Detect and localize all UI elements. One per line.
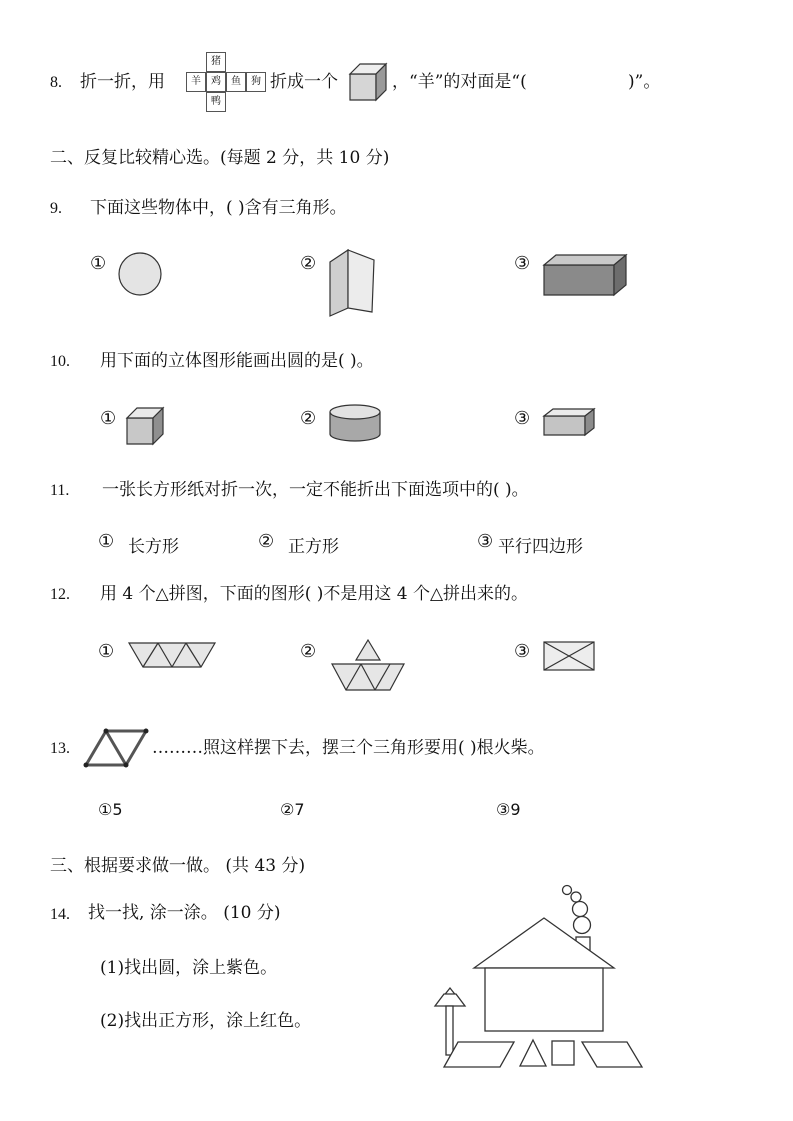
matchstick-triangles-icon [82, 727, 152, 769]
q12-option-1: ① [98, 641, 115, 662]
smoke-circle-1 [563, 886, 572, 895]
q11-option-1: ① [98, 531, 115, 552]
net-cell-right1: 鱼 [226, 72, 246, 92]
net-cell-center: 鸡 [206, 72, 226, 92]
q9-option-2: ② [300, 253, 317, 274]
q9-number: 9. [50, 200, 62, 217]
roof-triangle [474, 918, 614, 968]
q14-sub1: (1)找出圆，涂上紫色。 [100, 958, 278, 978]
circle-shape [118, 252, 162, 296]
q11-option-3-text: 平行四边形 [498, 537, 583, 557]
q9-text: 下面这些物体中，( )含有三角形。 [90, 198, 347, 218]
triangle-strip-shape [128, 642, 218, 668]
q11-text: 一张长方形纸对折一次，一定不能折出下面选项中的( )。 [102, 480, 529, 500]
q14-text: 找一找, 涂一涂。 (10 分) [88, 903, 281, 923]
q10-text: 用下面的立体图形能画出圆的是( )。 [100, 351, 374, 371]
q11-option-1-text: 长方形 [128, 537, 179, 557]
q9-option-3: ③ [514, 253, 531, 274]
q8-text-b: 折成一个 [270, 72, 338, 92]
q13-text: ………照这样摆下去，摆三个三角形要用( )根火柴。 [152, 738, 545, 758]
q10-option-1: ① [100, 408, 117, 429]
q8-text-c: ，“羊”的对面是“( [392, 72, 527, 92]
bottom-triangle [520, 1040, 546, 1066]
net-cell-top: 猪 [206, 52, 226, 72]
q12-option-2: ② [300, 641, 317, 662]
q10-option-2: ② [300, 408, 317, 429]
q12-option-3: ③ [514, 641, 531, 662]
tree-trapezoid [435, 994, 465, 1006]
net-cell-bottom: 鸭 [206, 92, 226, 112]
bottom-square [552, 1041, 574, 1065]
q13-option-1: ①5 [98, 800, 123, 819]
q9-option-1: ① [90, 253, 107, 274]
q13-option-3: ③9 [496, 800, 521, 819]
q11-option-2-text: 正方形 [288, 537, 339, 557]
section-2-title: 二、反复比较精心选。(每题 2 分，共 10 分) [50, 148, 390, 168]
shape-house-picture [430, 880, 650, 1070]
net-cell-right2: 狗 [246, 72, 266, 92]
q13-option-2: ②7 [280, 800, 305, 819]
q11-number: 11. [50, 482, 70, 499]
q14-sub2: (2)找出正方形，涂上红色。 [100, 1011, 312, 1031]
smoke-circle-3 [573, 902, 588, 917]
house-body-rectangle [485, 968, 603, 1031]
q13-number: 13. [50, 740, 70, 757]
cube-net [186, 52, 266, 112]
tree-trunk [446, 1006, 453, 1055]
q11-option-3: ③ [477, 531, 494, 552]
cuboid-shape [542, 253, 628, 297]
q8-text-a: 折一折，用 [80, 72, 165, 92]
q10-option-3: ③ [514, 408, 531, 429]
q11-option-2: ② [258, 531, 275, 552]
q8-number: 8. [50, 74, 62, 91]
bottom-parallelogram-right [582, 1042, 642, 1067]
q12-number: 12. [50, 586, 70, 603]
cube-icon [350, 64, 386, 100]
q12-text: 用 4 个△拼图，下面的图形( )不是用这 4 个△拼出来的。 [100, 584, 529, 604]
small-cube-shape [127, 408, 163, 444]
triangle-boat-shape [328, 638, 408, 692]
flat-cuboid-shape [543, 408, 595, 436]
bottom-parallelogram-left [444, 1042, 514, 1067]
cylinder-shape [329, 404, 381, 442]
smoke-circle-4 [574, 917, 591, 934]
section-3-title: 三、根据要求做一做。 (共 43 分) [50, 856, 306, 876]
q8-text-d: )”。 [628, 72, 661, 92]
q10-number: 10. [50, 353, 70, 370]
smoke-circle-2 [571, 892, 581, 902]
folded-card-shape [326, 250, 376, 316]
net-cell-left: 羊 [186, 72, 206, 92]
rectangle-x-shape [543, 641, 595, 671]
q14-number: 14. [50, 906, 70, 923]
